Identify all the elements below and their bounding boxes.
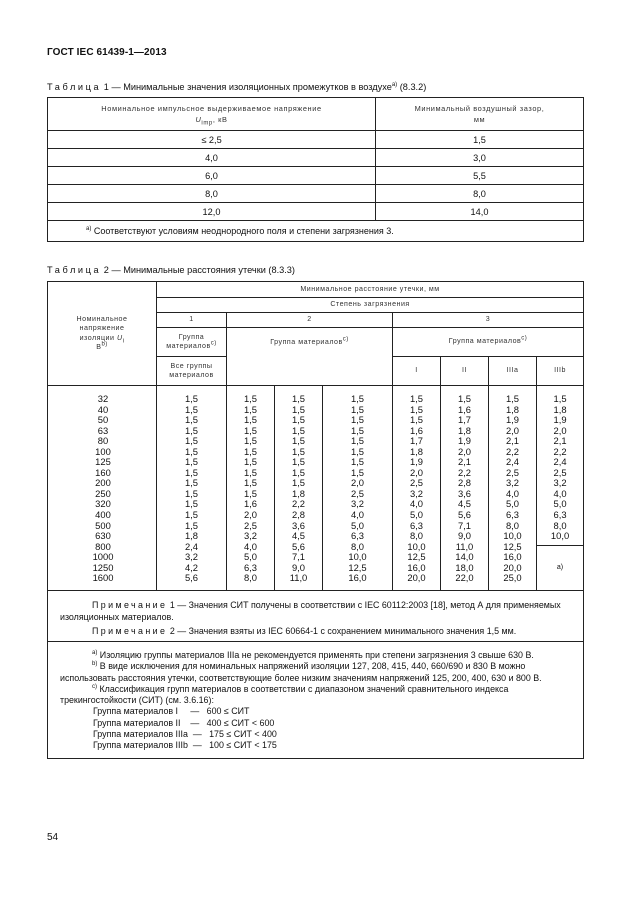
table-row: ≤ 2,5 1,5 bbox=[48, 131, 584, 149]
table1-header-row bbox=[48, 98, 584, 131]
table2-col-p1: 1,5 1,5 1,5 1,5 1,5 1,5 1,5 1,5 1,5 1,5 1,5 1,5 1,5 1,8 2,4 3,2 4,2 5,6 bbox=[157, 386, 227, 591]
table2-header-group-p2: Группа материалов$^{c)}$ bbox=[227, 328, 393, 386]
table2-header-p3-IIIa: IIIa bbox=[489, 357, 537, 386]
table2-footnotes-row bbox=[48, 642, 584, 759]
table2-col-p2-II: 1,5 1,5 1,5 1,5 1,5 1,5 1,5 1,5 1,5 1,8 2,2 2,8 3,6 4,5 5,6 7,1 9,0 11,0 bbox=[275, 386, 323, 591]
table2-header-group-p1: Группа материалов$^{c)}$ bbox=[157, 328, 227, 357]
table2-caption: Таблица 2 — Минимальные расстояния утечки (8.3.3) bbox=[47, 265, 295, 275]
table2-header-p3-IIIb: IIIb bbox=[537, 357, 584, 386]
table2-header-min-creepage: Минимальное расстояние утечки, мм bbox=[157, 282, 584, 298]
table2-header-p3-II: II bbox=[441, 357, 489, 386]
table2-header-pollution-degree: Степень загрязнения bbox=[157, 298, 584, 313]
table2-header-all-groups: Все группы материалов bbox=[157, 357, 227, 386]
table1-footnote-row bbox=[48, 221, 584, 242]
table-row: 4,0 3,0 bbox=[48, 149, 584, 167]
table1 bbox=[47, 97, 584, 242]
table2-col-p3-I: 1,5 1,5 1,5 1,6 1,7 1,8 1,9 2,0 2,5 3,2 4,0 5,0 6,3 8,0 10,0 12,5 16,0 20,0 bbox=[393, 386, 441, 591]
table1-header-clearance: Минимальный воздушный зазор, мм bbox=[376, 98, 584, 131]
table2-col-p3-II: 1,5 1,6 1,7 1,8 1,9 2,0 2,1 2,2 2,8 3,6 4,5 5,6 7,1 9,0 11,0 14,0 18,0 22,0 bbox=[441, 386, 489, 591]
table2-col-p3-IIIb: 1,5 1,8 1,9 2,0 2,1 2,2 2,4 2,5 3,2 4,0 5,0 6,3 8,0 10,0 a) bbox=[537, 386, 584, 591]
table1-footnote: $^{a)}$ Соответствуют условиям неоднородного поля и степени загрязнения 3. bbox=[48, 221, 584, 242]
table2 bbox=[47, 281, 584, 759]
table2-notes-row bbox=[48, 591, 584, 642]
table2-header-p3-I: I bbox=[393, 357, 441, 386]
page-number: 54 bbox=[47, 832, 59, 843]
table-row: 8,0 8,0 bbox=[48, 185, 584, 203]
table2-col-voltage: 32 40 50 63 80 100 125 160 200 250 320 400 500 630 800 1000 1250 1600 bbox=[48, 386, 157, 591]
table2-notes: Примечание 1 — Значения СИТ получены в соответствии с IEC 60112:2003 [18], метод А для применяемых изоляционных материалов. Примечание 2 — Значения взяты из IEC 60664-1 с сохранением минимального значения 1,5 мм. bbox=[48, 591, 584, 642]
table2-header-degree-1: 1 bbox=[157, 313, 227, 328]
table-row: 6,0 5,5 bbox=[48, 167, 584, 185]
table1-caption: Таблица 1 — Минимальные значения изоляционных промежутков в воздухе$^{a)}$ (8.3.2) bbox=[47, 81, 427, 92]
table2-header-degree-3: 3 bbox=[393, 313, 584, 328]
table2-header-degree-2: 2 bbox=[227, 313, 393, 328]
table2-footnotes: $^{a)}$ Изоляцию группы материалов IIIa не рекомендуется применять при степени загрязнения 3 свыше 630 В. $^{b)}$ В виде исключения для номинальных напряжений изоляции 127, 208, 415, 440, 660/690 и 830 В можно использовать расстояния утечки, соответствующие более низким значениям напряжений 125, 200, 400, 630 и 800 В. $^{c)}$ Классификация групп материалов в соответствии с диапазоном значений сравнительного индекса трекингостойкости (СИТ) (см. 3.6.16): Группа материалов I — 600 ≤ СИТ Группа материалов II — 400 ≤ СИТ < 600 Группа материалов IIIa — 175 ≤ СИТ < 400 Группа материалов IIIb — 100 ≤ СИТ < 175 bbox=[48, 642, 584, 759]
table-row: 12,0 14,0 bbox=[48, 203, 584, 221]
table2-data-row bbox=[48, 386, 584, 591]
table1-header-voltage: Номинальное импульсное выдерживаемое напряжение $U_{imp}$, кВ bbox=[48, 98, 376, 131]
table2-header-voltage: Номинальное напряжение изоляции $U_i$ $В^{b)}$ bbox=[48, 282, 157, 386]
table2-header-group-p3: Группа материалов$^{c)}$ bbox=[393, 328, 584, 357]
document-header: ГОСТ IEC 61439-1—2013 bbox=[47, 47, 167, 58]
table2-col-p3-IIIa: 1,5 1,8 1,9 2,0 2,1 2,2 2,4 2,5 3,2 4,0 5,0 6,3 8,0 10,0 12,5 16,0 20,0 25,0 bbox=[489, 386, 537, 591]
table2-col-p2-I: 1,5 1,5 1,5 1,5 1,5 1,5 1,5 1,5 1,5 1,5 1,6 2,0 2,5 3,2 4,0 5,0 6,3 8,0 bbox=[227, 386, 275, 591]
table2-col-p2-III: 1,5 1,5 1,5 1,5 1,5 1,5 1,5 1,5 2,0 2,5 3,2 4,0 5,0 6,3 8,0 10,0 12,5 16,0 bbox=[323, 386, 393, 591]
